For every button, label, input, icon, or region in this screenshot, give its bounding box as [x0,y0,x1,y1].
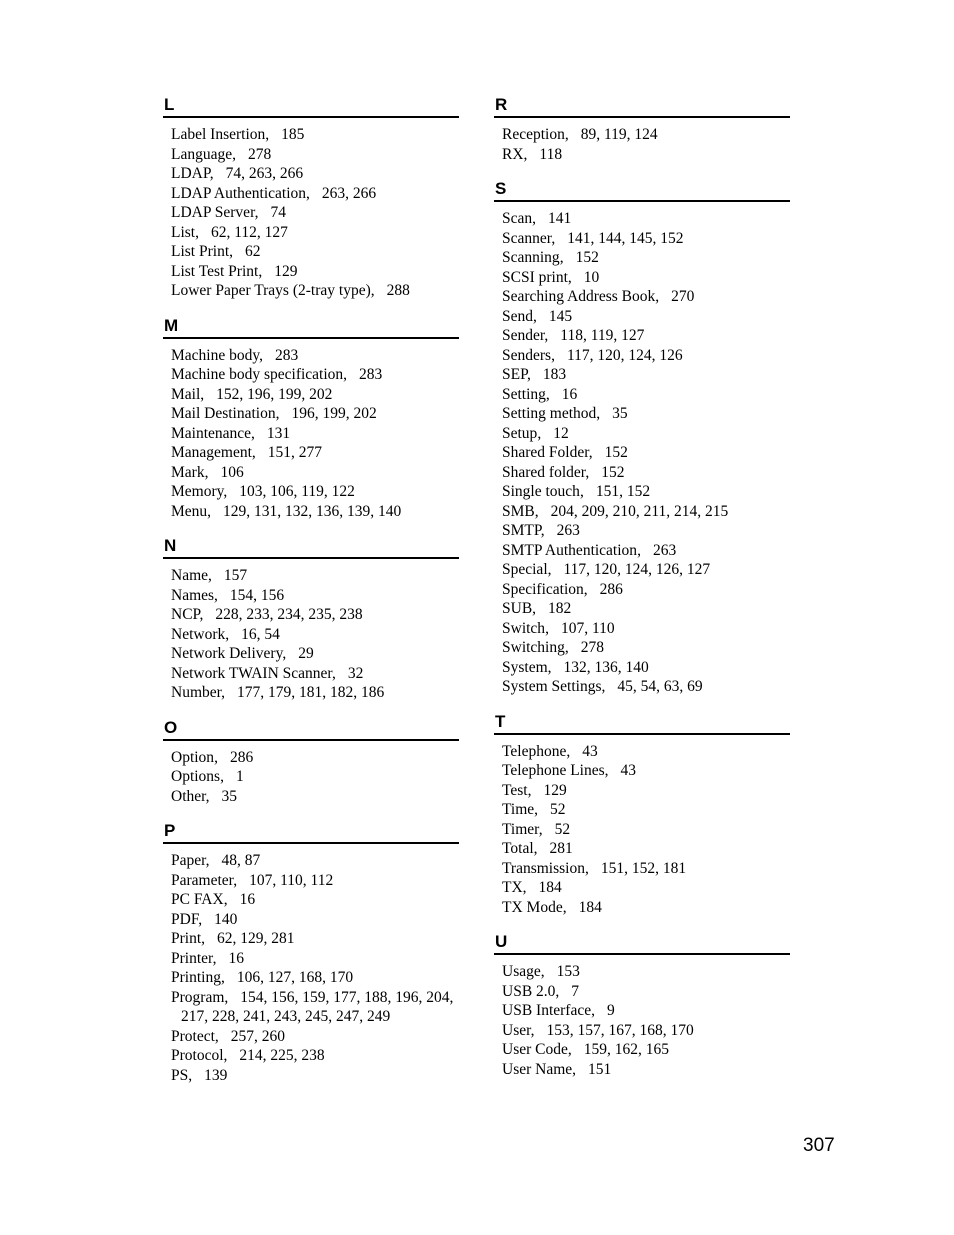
index-entry [494,268,790,288]
section-letter: L [163,94,459,118]
section-letter: M [163,315,459,339]
entry-pages: 270 [671,288,695,305]
page-number: 307 [803,1135,835,1156]
entry-term: SMB , [502,503,539,520]
entry-term: Protect , [171,1028,219,1045]
entry-term: Network , [171,626,229,643]
entry-term: SEP , [502,366,531,383]
entry-pages: 151, 152, 181 [600,859,687,877]
entry-pages: 35 [221,787,238,805]
entry-pages: 106, 127, 168, 170 [236,969,354,986]
entry-term: Sender , [502,327,548,344]
entry-term: PC FAX , [171,891,228,908]
index-entry [494,677,790,697]
entry-term: List , [171,224,199,241]
entry-pages: 288 [386,282,410,299]
index-entry [163,145,459,165]
entry-pages: 7 [571,982,580,1000]
index-entry [163,1046,459,1066]
index-section-s [494,178,790,697]
index-entry [163,346,459,366]
entry-pages: 107, 110 [560,619,615,637]
entry-term: Management , [171,444,256,461]
index-section-t [494,711,790,918]
index-section-n [163,535,459,703]
entry-term: Mail Destination , [171,405,280,422]
entry-pages: 16 [561,385,578,403]
entry-term: SCSI print , [502,269,572,286]
entry-pages: 118, 119, 127 [560,327,645,344]
entry-term: Lower Paper Trays (2-tray type) , [171,282,375,299]
index-entry [163,625,459,645]
entry-term: Other , [171,788,210,805]
entry-pages: 286 [229,748,254,766]
entry-term: Language , [171,146,236,163]
entry-term: Network Delivery , [171,645,286,662]
index-entry [163,184,459,204]
index-section-m [163,315,459,522]
entry-term: Total , [502,840,538,857]
entry-term: Parameter , [171,872,237,889]
index-entry [163,851,459,871]
entry-pages: 117, 120, 124, 126, 127 [563,561,711,578]
index-entry [494,463,790,483]
index-entry [494,859,790,879]
entry-pages: 131 [266,424,291,442]
entry-term: Printer , [171,950,216,967]
index-entry [163,929,459,949]
entry-pages: 278 [580,639,604,656]
entry-pages: 183 [542,366,567,383]
index-entry [163,988,459,1027]
entry-pages: 214, 225, 238 [239,1047,325,1064]
index-entry [163,502,459,522]
entry-term: User Code , [502,1041,572,1058]
entry-pages: 62, 129, 281 [217,930,295,947]
entry-pages: 35 [612,405,628,422]
entry-term: TX , [502,879,527,896]
index-section-r [494,94,790,164]
index-entry [494,365,790,385]
index-entry [494,560,790,580]
entry-term: System Settings , [502,678,605,695]
entry-pages: 278 [247,145,272,163]
entry-term: Machine body specification , [171,366,347,383]
index-entry [494,962,790,982]
index-entry [494,145,790,165]
entry-pages: 89, 119, 124 [580,126,658,143]
index-column-right [494,94,790,1079]
section-letter: T [494,711,790,735]
entry-term: SMTP Authentication , [502,542,641,559]
index-entry [163,385,459,405]
entry-pages: 283 [274,346,299,364]
entry-pages: 118 [539,145,563,163]
index-entry [494,385,790,405]
index-entry [494,820,790,840]
entry-pages: 106 [220,463,244,481]
entry-term: LDAP , [171,165,214,182]
index-entry [163,125,459,145]
entry-pages: 177, 179, 181, 182, 186 [237,684,385,701]
index-entry [163,365,459,385]
entry-pages: 263 [652,541,677,559]
entry-pages: 132, 136, 140 [563,658,649,676]
entry-term: Switch , [502,620,549,637]
index-entry [494,599,790,619]
entry-term: Telephone Lines , [502,762,609,779]
entry-term: Program , [171,989,228,1006]
index-entry [494,742,790,762]
index-entry [163,223,459,243]
index-entry [163,586,459,606]
index-entry [494,800,790,820]
section-letter: O [163,717,459,741]
index-section-o [163,717,459,807]
section-letter: R [494,94,790,118]
entry-term: USB 2.0 , [502,983,559,1000]
entry-pages: 62 [245,243,261,260]
entry-term: Reception , [502,126,569,143]
entry-term: PS , [171,1067,192,1084]
entry-pages: 74, 263, 266 [225,165,304,182]
entry-pages: 196, 199, 202 [291,405,377,422]
entry-pages: 141, 144, 145, 152 [567,229,684,247]
entry-pages: 43 [620,762,637,779]
entry-term: Test , [502,782,531,799]
index-entry [494,229,790,249]
entry-term: Label Insertion , [171,126,269,143]
index-entry [163,949,459,969]
index-entry [163,404,459,424]
entry-term: Scanner , [502,230,555,247]
entry-pages: 151, 152 [595,483,651,500]
entry-term: Mail , [171,386,204,403]
entry-pages: 16 [228,949,244,967]
entry-pages: 151 [588,1060,612,1078]
entry-term: Shared Folder , [502,444,593,461]
index-entry [494,658,790,678]
entry-term: Names , [171,587,218,604]
entry-term: Protocol , [171,1047,227,1064]
index-entry [494,521,790,541]
index-entry [494,307,790,327]
entry-pages: 204, 209, 210, 211, 214, 215 [550,502,729,520]
index-entry [163,664,459,684]
index-entry [163,968,459,988]
entry-pages: 153 [556,963,580,980]
entry-term: List Test Print , [171,263,262,280]
index-entry [163,767,459,787]
index-entry [163,890,459,910]
entry-term: TX Mode , [502,899,567,916]
entry-pages: 29 [298,645,314,662]
entry-pages: 16 [239,891,256,908]
index-entry [163,1066,459,1086]
entry-pages: 117, 120, 124, 126 [566,346,683,364]
entry-pages: 1 [235,768,244,785]
entry-pages: 152 [604,444,628,461]
entry-term: Machine body , [171,347,263,364]
index-entry [494,346,790,366]
entry-pages: 16, 54 [241,625,280,643]
entry-pages: 43 [582,742,598,760]
index-entry [163,463,459,483]
index-section-p [163,820,459,1085]
index-entry [163,281,459,301]
entry-pages: 182 [548,600,572,617]
index-entry [494,898,790,918]
entry-term: Switching , [502,639,569,656]
index-entry [494,1060,790,1080]
entry-term: Single touch , [502,483,584,500]
entry-pages: 52 [550,801,566,818]
index-entry [163,443,459,463]
index-entry [494,1001,790,1021]
entry-term: LDAP Authentication , [171,185,310,202]
index-entry [494,761,790,781]
entry-term: Network TWAIN Scanner , [171,665,336,682]
entry-term: LDAP Server , [171,204,258,221]
entry-pages: 129 [543,781,567,799]
index-entry [494,482,790,502]
entry-pages: 62, 112, 127 [211,223,288,241]
entry-pages: 32 [347,664,364,682]
index-entry [163,910,459,930]
entry-pages: 281 [549,840,573,857]
entry-pages: 157 [223,567,248,584]
index-entry [494,878,790,898]
entry-term: Memory , [171,483,227,500]
entry-term: Timer , [502,821,543,838]
entry-term: Senders , [502,347,555,364]
index-entry [163,262,459,282]
index-entry [494,982,790,1002]
entry-term: Option , [171,749,218,766]
index-entry [494,125,790,145]
entry-pages: 257, 260 [230,1027,286,1045]
entry-pages: 129 [274,262,298,280]
entry-term: Shared folder , [502,464,589,481]
index-entry [494,541,790,561]
index-entry [494,404,790,424]
index-entry [494,287,790,307]
entry-term: Name , [171,567,212,584]
entry-pages: 154, 156 [229,586,285,604]
index-entry [494,1021,790,1041]
index-entry [163,566,459,586]
index-entry [494,502,790,522]
entry-term: Transmission , [502,860,589,877]
entry-term: Paper , [171,852,210,869]
index-entry [494,1040,790,1060]
index-entry [163,482,459,502]
entry-pages: 263, 266 [321,184,377,202]
entry-term: Usage , [502,963,545,980]
entry-pages: 9 [606,1002,615,1019]
index-entry [163,871,459,891]
entry-term: Print , [171,930,205,947]
entry-pages: 152 [601,463,625,481]
entry-term: Telephone , [502,743,570,760]
entry-pages: 154, 156, 159, 177, 188, 196, 204, 217, 228, 241, 243, 245, 247, 249 [181,988,454,1025]
index-entry [494,209,790,229]
entry-pages: 228, 233, 234, 235, 238 [215,606,363,623]
section-letter: N [163,535,459,559]
index-entry [163,164,459,184]
index-entry [494,326,790,346]
index-entry [163,644,459,664]
entry-term: SUB , [502,600,536,617]
index-entry [494,443,790,463]
entry-pages: 263 [556,522,580,539]
entry-term: NCP , [171,606,203,623]
entry-pages: 12 [553,424,569,442]
entry-pages: 107, 110, 112 [249,871,334,889]
entry-term: Mark , [171,464,208,481]
index-column-left [163,94,459,1085]
entry-term: RX , [502,146,527,163]
section-letter: U [494,931,790,955]
entry-term: List Print , [171,243,233,260]
entry-term: Searching Address Book , [502,288,659,305]
entry-term: Scanning , [502,249,564,266]
entry-pages: 129, 131, 132, 136, 139, 140 [223,502,402,520]
index-entry [494,781,790,801]
entry-pages: 140 [214,910,238,928]
entry-pages: 103, 106, 119, 122 [239,483,355,500]
entry-pages: 145 [548,307,573,325]
entry-term: System , [502,659,552,676]
entry-pages: 159, 162, 165 [583,1041,669,1058]
entry-pages: 153, 157, 167, 168, 170 [546,1021,694,1039]
section-letter: S [494,178,790,202]
entry-term: User Name , [502,1061,576,1078]
index-entry [163,787,459,807]
entry-pages: 184 [578,898,602,916]
entry-pages: 283 [359,366,383,383]
entry-term: Options , [171,768,224,785]
entry-pages: 52 [554,820,571,838]
entry-pages: 139 [204,1066,228,1084]
entry-term: Specification , [502,581,588,598]
entry-term: Setting , [502,386,550,403]
index-entry [163,683,459,703]
entry-term: USB Interface , [502,1002,595,1019]
index-entry [494,580,790,600]
entry-pages: 45, 54, 63, 69 [617,678,703,695]
entry-term: Special , [502,561,552,578]
entry-pages: 152, 196, 199, 202 [216,385,333,403]
entry-pages: 185 [281,126,305,143]
index-entry [494,248,790,268]
index-entry [163,1027,459,1047]
entry-pages: 151, 277 [267,444,323,461]
entry-pages: 48, 87 [221,852,261,869]
entry-term: Send , [502,308,537,325]
entry-term: Setting method , [502,405,600,422]
section-letter: P [163,820,459,844]
index-entry [163,424,459,444]
entry-term: Time , [502,801,538,818]
index-section-u [494,931,790,1079]
index-entry [494,638,790,658]
entry-pages: 184 [538,879,562,896]
entry-term: Number , [171,684,225,701]
index-entry [494,619,790,639]
index-entry [163,605,459,625]
index-entry [163,203,459,223]
entry-pages: 286 [599,580,623,598]
entry-term: Printing , [171,969,225,986]
entry-term: Setup , [502,425,541,442]
index-entry [163,748,459,768]
entry-term: PDF , [171,911,202,928]
entry-term: Menu , [171,503,211,520]
entry-pages: 74 [270,204,286,221]
entry-term: SMTP , [502,522,545,539]
entry-pages: 152 [575,249,599,266]
index-entry [494,839,790,859]
entry-pages: 141 [548,210,572,227]
entry-term: User , [502,1022,535,1039]
index-entry [163,242,459,262]
index-section-l [163,94,459,301]
entry-term: Maintenance , [171,425,255,442]
entry-term: Scan , [502,210,536,227]
index-entry [494,424,790,444]
entry-pages: 10 [583,268,600,286]
